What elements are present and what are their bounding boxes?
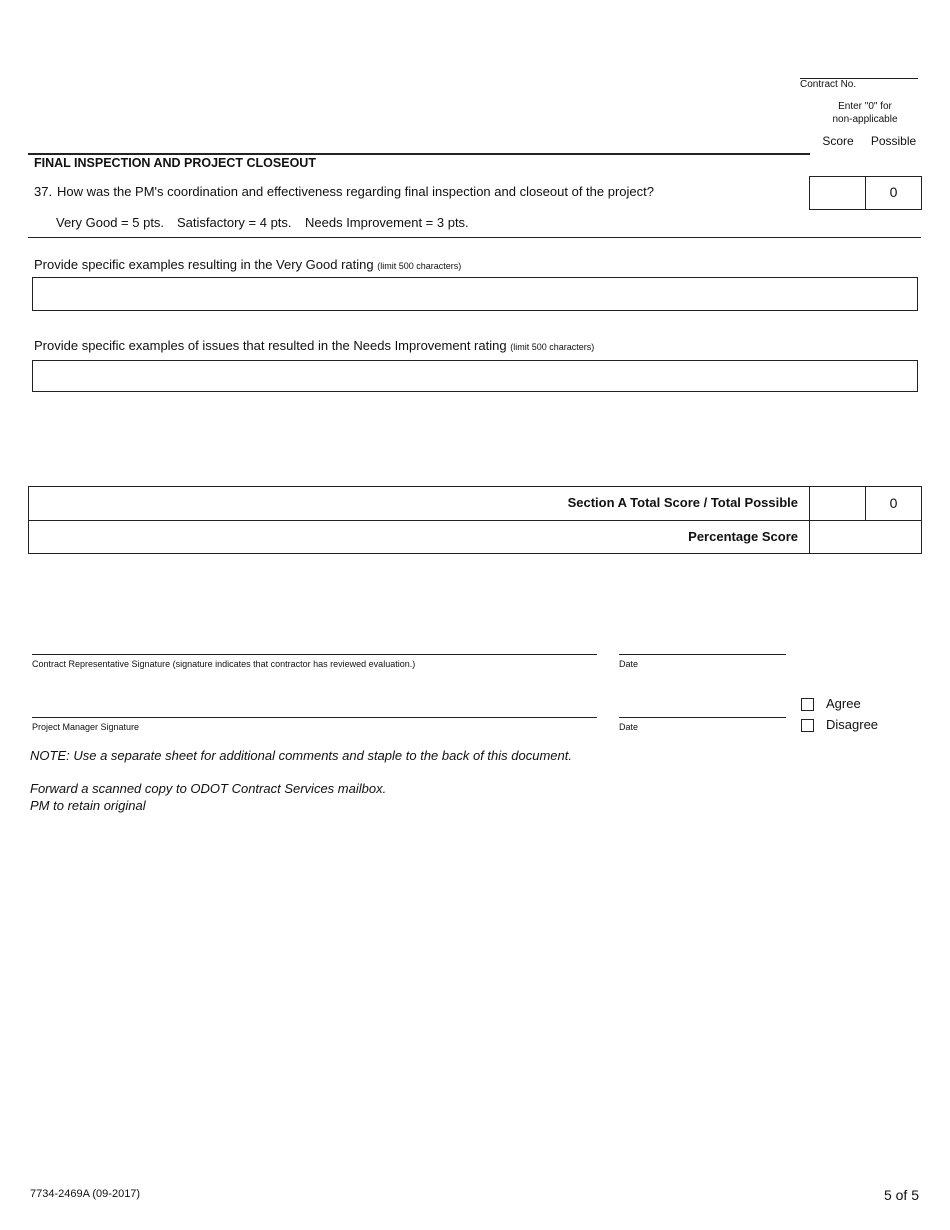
- rating-satisfactory: Satisfactory = 4 pts.: [177, 215, 292, 230]
- section-title: FINAL INSPECTION AND PROJECT CLOSEOUT: [34, 156, 316, 170]
- question-text: How was the PM's coordination and effectiveness regarding final inspection and closeout of the project?: [57, 184, 654, 199]
- contractor-date-line[interactable]: [619, 654, 786, 655]
- pm-date-label: Date: [619, 722, 639, 732]
- totals-label-row-1: [28, 486, 810, 521]
- needs-improvement-examples-field[interactable]: [32, 360, 918, 392]
- needs-improvement-prompt-text: Provide specific examples of issues that resulted in the Needs Improvement rating: [34, 338, 507, 353]
- pm-date-line[interactable]: [619, 717, 786, 718]
- section-title-rule: [28, 153, 810, 155]
- question-bottom-rule: [28, 237, 921, 238]
- very-good-examples-field[interactable]: [32, 277, 918, 311]
- percentage-score-label: Percentage Score: [688, 529, 798, 544]
- retain-line: PM to retain original: [30, 798, 146, 813]
- disagree-checkbox[interactable]: [801, 719, 814, 732]
- question-score-field[interactable]: [809, 176, 866, 210]
- possible-column-header: Possible: [870, 134, 917, 148]
- enter-zero-note-line1: Enter "0" for: [838, 101, 892, 112]
- contractor-signature-label: Contract Representative Signature (signature indicates that contractor has reviewed evaluation.): [32, 659, 416, 669]
- enter-zero-note-line2: non-applicable: [832, 114, 898, 125]
- agree-label: Agree: [826, 696, 861, 711]
- page-number: 5 of 5: [883, 1187, 919, 1203]
- disagree-label: Disagree: [826, 717, 879, 732]
- pm-signature-label: Project Manager Signature: [32, 722, 140, 732]
- score-column-header: Score: [822, 134, 854, 148]
- total-score-label: Section A Total Score / Total Possible: [567, 495, 798, 510]
- total-score-field[interactable]: [809, 486, 866, 521]
- pm-signature-line[interactable]: [32, 717, 597, 718]
- contract-no-label: Contract No.: [800, 79, 857, 90]
- form-number: 7734-2469A (09-2017): [30, 1188, 141, 1200]
- needs-improvement-limit: (limit 500 characters): [510, 342, 595, 352]
- very-good-prompt-text: Provide specific examples resulting in the Very Good rating: [34, 257, 374, 272]
- needs-improvement-prompt: [34, 338, 594, 353]
- totals-label-row-2: [28, 520, 810, 554]
- contractor-date-label: Date: [619, 659, 639, 669]
- question-number: 37.: [34, 184, 53, 199]
- forward-line: Forward a scanned copy to ODOT Contract Services mailbox.: [30, 781, 387, 796]
- very-good-prompt: [34, 257, 461, 272]
- rating-needs-improvement: Needs Improvement = 3 pts.: [305, 215, 469, 230]
- contractor-signature-line[interactable]: [32, 654, 597, 655]
- total-possible-value: 0: [865, 486, 922, 521]
- agree-checkbox[interactable]: [801, 698, 814, 711]
- percentage-score-field[interactable]: [809, 520, 922, 554]
- rating-very-good: Very Good = 5 pts.: [56, 215, 165, 230]
- question-possible-value: 0: [865, 176, 922, 210]
- note-line: NOTE: Use a separate sheet for additional comments and staple to the back of this document.: [30, 748, 572, 763]
- very-good-limit: (limit 500 characters): [377, 261, 462, 271]
